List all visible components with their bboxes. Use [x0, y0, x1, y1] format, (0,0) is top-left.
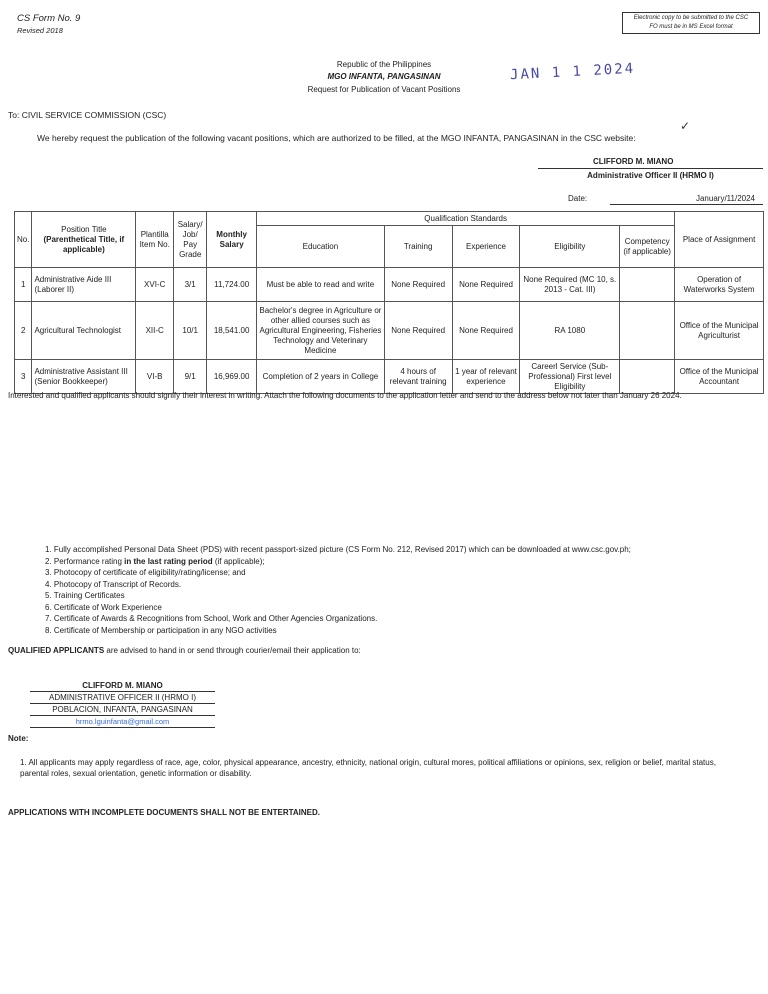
row-no: 3 — [15, 360, 32, 394]
row-place: Operation of Waterworks System — [675, 268, 764, 302]
header-experience: Experience — [452, 226, 520, 268]
qualified-applicants-rest: are advised to hand in or send through courier/email their application to: — [104, 646, 361, 655]
header-eligibility: Eligibility — [520, 226, 620, 268]
row-no: 1 — [15, 268, 32, 302]
row-position: Administrative Aide III (Laborer II) — [32, 268, 136, 302]
date-line — [610, 204, 763, 205]
ecopy-line-2: FO must be in MS Excel format — [649, 24, 733, 30]
row-eligibility: None Required (MC 10, s. 2013 - Cat. III) — [520, 268, 620, 302]
header-training: Training — [384, 226, 452, 268]
row-competency — [620, 302, 675, 360]
note-item-1: 1. All applicants may apply regardless of race, age, color, physical appearance, ancestry, ethnicity, national origin, cultural mores, political affiliations or opinions, sex, religion or belief, marital status, parental roles, sexual orientation, genetic information or disability. — [20, 758, 716, 778]
row-grade: 9/1 — [174, 360, 207, 394]
row-competency — [620, 268, 675, 302]
form-number: CS Form No. 9 — [17, 13, 81, 24]
signature-line — [538, 168, 763, 169]
signatory-name: CLIFFORD M. MIANO — [593, 157, 674, 166]
agency-heading: MGO INFANTA, PANGASINAN — [327, 72, 441, 81]
document-item: 4. Photocopy of Transcript of Records. — [45, 579, 182, 589]
document-item: 6. Certificate of Work Experience — [45, 602, 162, 612]
document-item-2-tail: (if applicable); — [212, 556, 265, 566]
document-item: 8. Certificate of Membership or participation in any NGO activities — [45, 625, 277, 635]
table-row — [15, 360, 764, 394]
form-revision: Revised 2018 — [17, 26, 63, 35]
header-no: No. — [15, 212, 32, 268]
addressee: To: CIVIL SERVICE COMMISSION (CSC) — [8, 110, 167, 120]
header-position-title — [32, 212, 136, 268]
address-name: CLIFFORD M. MIANO — [30, 680, 215, 692]
note-label: Note: — [8, 734, 29, 743]
row-plantilla: VI-B — [136, 360, 174, 394]
vacant-positions-table — [14, 211, 764, 394]
row-salary: 11,724.00 — [207, 268, 257, 302]
document-item: 5. Training Certificates — [45, 591, 125, 600]
intro-paragraph: Interested and qualified applicants should signify their interest in writing. Attach the following documents to the application letter and send to the address below not later than January 26 2024. — [8, 391, 682, 400]
row-experience: 1 year of relevant experience — [452, 360, 520, 394]
request-title: Request for Publication of Vacant Positions — [307, 85, 461, 94]
header-position-title-line1: Position Title — [61, 224, 107, 234]
required-documents-list — [45, 544, 631, 636]
document-item: 7. Certificate of Awards & Recognitions from School, Work and Other Agencies Organizations. — [45, 614, 378, 623]
row-training: 4 hours of relevant training — [384, 360, 452, 394]
row-place: Office of the Municipal Agriculturist — [675, 302, 764, 360]
date-label: Date: — [568, 194, 588, 203]
address-location: POBLACION, INFANTA, PANGASINAN — [30, 704, 215, 716]
header-qualification-standards: Qualification Standards — [257, 212, 675, 226]
row-training: None Required — [384, 302, 452, 360]
mailing-address-block — [30, 680, 215, 728]
received-date-stamp: JAN 1 1 2024 — [509, 60, 636, 84]
row-eligibility: RA 1080 — [520, 302, 620, 360]
row-place: Office of the Municipal Accountant — [675, 360, 764, 394]
row-education: Must be able to read and write — [257, 268, 385, 302]
signatory-title: Administrative Officer II (HRMO I) — [587, 171, 714, 180]
table-row — [15, 268, 764, 302]
header-education: Education — [257, 226, 385, 268]
row-competency — [620, 360, 675, 394]
date-value: January/11/2024 — [695, 194, 755, 203]
qualified-applicants-note — [8, 646, 361, 655]
header-salary-grade: Salary/ Job/ Pay Grade — [174, 212, 207, 268]
document-item — [45, 556, 631, 568]
check-mark-icon: ✓ — [680, 119, 691, 133]
header-place: Place of Assignment — [675, 212, 764, 268]
header-competency: Competency (if applicable) — [620, 226, 675, 268]
header-position-title-line2: (Parenthetical Title, if applicable) — [43, 234, 125, 254]
request-statement: We hereby request the publication of the following vacant positions, which are authorized to be filled, at the MGO INFANTA, PANGASINAN in the CSC website: — [37, 133, 636, 143]
row-plantilla: XVI-C — [136, 268, 174, 302]
document-item-2-bold: in the last rating period — [124, 556, 213, 566]
row-plantilla: XII-C — [136, 302, 174, 360]
row-salary: 16,969.00 — [207, 360, 257, 394]
row-salary: 18,541.00 — [207, 302, 257, 360]
qualified-applicants-bold: QUALIFIED APPLICANTS — [8, 646, 105, 655]
document-item: 1. Fully accomplished Personal Data Sheet (PDS) with recent passport-sized picture (CS Form No. 212, Revised 2017) which can be downloaded at www.csc.gov.ph; — [45, 545, 631, 554]
republic-heading: Republic of the Philippines — [336, 60, 432, 69]
row-education: Completion of 2 years in College — [257, 360, 385, 394]
row-no: 2 — [15, 302, 32, 360]
address-title: ADMINISTRATIVE OFFICER II (HRMO I) — [30, 692, 215, 704]
electronic-copy-note — [622, 12, 760, 34]
document-item-2-start: 2. Performance rating — [45, 556, 125, 566]
row-experience: None Required — [452, 302, 520, 360]
row-position: Administrative Assistant III (Senior Bookkeeper) — [32, 360, 136, 394]
row-grade: 3/1 — [174, 268, 207, 302]
ecopy-line-1: Electronic copy to be submitted to the CSC — [633, 15, 749, 21]
row-experience: None Required — [452, 268, 520, 302]
row-eligibility: Careerl Service (Sub-Professional) First level Eligibility — [520, 360, 620, 394]
table-row — [15, 302, 764, 360]
header-plantilla: Plantilla Item No. — [136, 212, 174, 268]
document-item: 3. Photocopy of certificate of eligibility/rating/license; and — [45, 568, 246, 577]
row-position: Agricultural Technologist — [32, 302, 136, 360]
incomplete-documents-warning: APPLICATIONS WITH INCOMPLETE DOCUMENTS SHALL NOT BE ENTERTAINED. — [8, 808, 320, 817]
header-monthly-salary: Monthly Salary — [207, 212, 257, 268]
row-grade: 10/1 — [174, 302, 207, 360]
row-education: Bachelor's degree in Agriculture or other allied courses such as Agricultural Engineering, Fisheries Technology and Veterinary Medicine — [257, 302, 385, 360]
row-training: None Required — [384, 268, 452, 302]
address-email-link[interactable]: hrmo.lguinfanta@gmail.com — [30, 716, 215, 728]
